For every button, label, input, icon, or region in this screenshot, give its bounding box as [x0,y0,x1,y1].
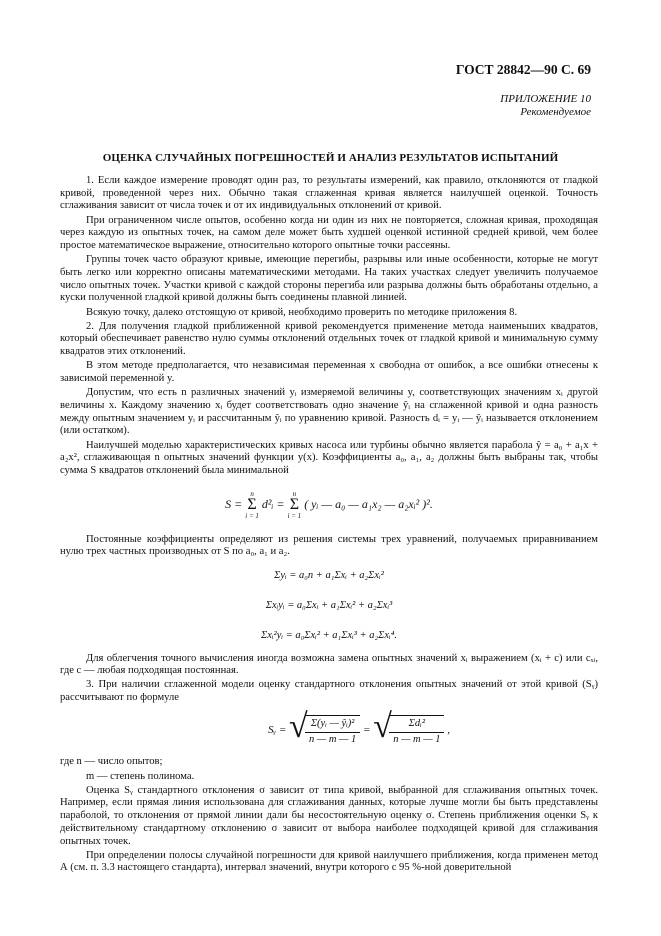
fraction: √ $\frac{\text{Σdᵢ²}}{n — m — 1}$ [389,718,444,746]
paragraph: где n — число опытов; [60,756,163,768]
paragraph: 3. При наличии сглаженной модели оценку стандартного отклонения опытных значений от этой кривой (Sᵧ) рассчитывают по формуле [60,679,598,704]
std-deviation-formula [120,715,598,746]
sum-symbol: n Σ i = 1 [245,489,259,520]
paragraph: Допустим, что есть n различных значений yᵢ измеряемой величины y, соответствующих значениям xᵢ другой величины x. Каждому значению xᵢ будет соответствовать одно значение ŷᵢ на сглаженной кривой и одна разность между опытным значением yᵢ и рассчитанным ŷᵢ по уравнению кривой. Разность dᵢ = yᵢ — ŷᵢ называется отклонением (или остатком). [60,387,598,437]
paragraph: Постоянные коэффициенты определяют из решения системы трех уравнений, получаемых приравниванием нулю трех частных производных от S по a₀, a₁ и a₂. [60,533,598,558]
paragraph: 1. Если каждое измерение проводят один раз, то результаты измерений, как правило, отклоняются от гладкой кривой, проведенной через них. Обычно такая сглаженная кривая является наилучшей оценкой. Точность сглаживания зависит от числа точек и от их индивидуальных отклонений от кривой. [60,175,598,212]
equation-2: Σxᵢyᵢ = a₀Σxᵢ + a₁Σxᵢ² + a₂Σxᵢ³ [265,599,393,611]
sqrt-symbol [373,715,444,746]
paragraph: Оценка Sᵧ стандартного отклонения σ зависит от типа кривой, выбранной для сглаживания опытных точек. Например, если прямая линия использована для сглаживания данных, которые лучше могли бы быть представлены параболой, то отклонения от прямой линии дали бы несостоятельную оценку σ. Степень приближения оценки Sᵧ к действительному стандартному отклонению σ зависит от выбора наиболее подходящей кривой для сглаживания опытных точек. [60,784,598,847]
sqrt-symbol [289,715,360,746]
appendix-label [500,93,591,119]
paragraph: В этом методе предполагается, что независимая переменная x свободна от ошибок, а все ошибки отнесены к зависимой переменной y. [60,360,598,385]
paragraph: m — степень полинома. [86,770,195,782]
sum-symbol: n Σ i = 1 [287,489,302,520]
fraction: √ $\frac{\text{Σ(yᵢ — ŷᵢ)²}}{n — m — 1}$ [305,718,360,746]
appendix-number: ПРИЛОЖЕНИЕ 10 [500,93,591,105]
standard-header: ГОСТ 28842—90 С. 69 [455,62,591,77]
document-body [60,175,598,877]
paragraph: При ограниченном числе опытов, особенно когда ни один из них не повторяется, сложная кривая, проходящая через каждую из опытных точек, на самом деле может быть худшей оценкой истинной средней кривой, чем более простое математическое выражение, относительно которого опытные точки рассеяны. [60,214,598,252]
formula-sy-lhs: Sᵧ = [268,724,287,737]
paragraph: Всякую точку, далеко отстоящую от кривой, необходимо проверить по методике приложения 8. [86,306,518,318]
appendix-status: Рекомендуемое [520,106,591,118]
paragraph: 2. Для получения гладкой приближенной кривой рекомендуется применение метода наименьших квадратов, который обеспечивает равенство нулю суммы отклонений отдельных точек от гладкой кривой и минимальную сумму квадратов этих отклонений. [60,320,598,358]
normal-equations [60,561,598,651]
least-squares-formula [60,490,598,520]
paragraph: Наилучшей моделью характеристических кривых насоса или турбины обычно является парабола ŷ = a₀ + a₁x + a₂x², сглаживающая n опытных значений функции y(x). Коэффициенты a₀, a₁, a₂ должны быть выбраны так, чтобы сумма S квадратов отклонений была минимальной [60,439,598,476]
equation-1: Σyᵢ = a₀n + a₁Σxᵢ + a₂Σxᵢ² [274,569,384,581]
paragraph: Для облегчения точного вычисления иногда возможна замена опытных значений xᵢ выражением (xᵢ + c) или cₓᵢ, где c — любая подходящая постоянная. [60,652,598,677]
equals-sign: = [363,724,371,737]
comma: , [447,724,450,737]
equation-3: Σxᵢ²yᵢ = a₀Σxᵢ² + a₁Σxᵢ³ + a₂Σxᵢ⁴. [261,629,397,641]
formula-s-lhs: S = [225,496,243,511]
section-title: ОЦЕНКА СЛУЧАЙНЫХ ПОГРЕШНОСТЕЙ И АНАЛИЗ РЕЗУЛЬТАТОВ ИСПЫТАНИЙ [102,152,559,164]
paragraph: При определении полосы случайной погрешности для кривой наилучшего приближения, когда применен метод А (см. п. 3.3 настоящего стандарта), интервал значений, внутри которого с 95 %-ной доверительной [60,849,598,874]
formula-s-mid: d²ᵢ = [261,496,285,511]
formula-s-rhs: ( yᵢ — a₀ — a₁x₂ — a₂xᵢ² )². [304,496,433,511]
paragraph: Группы точек часто образуют кривые, имеющие перегибы, разрывы или иные особенности, которые не могут быть легко или корректно описаны математическими методами. На таких участках следует увеличить получаемое число опытных точек. Участки кривой с каждой стороны перегиба или разрыва должны быть обработаны отдельно, а куски полученной гладкой кривой должны быть соединены плавной линией. [60,254,598,304]
